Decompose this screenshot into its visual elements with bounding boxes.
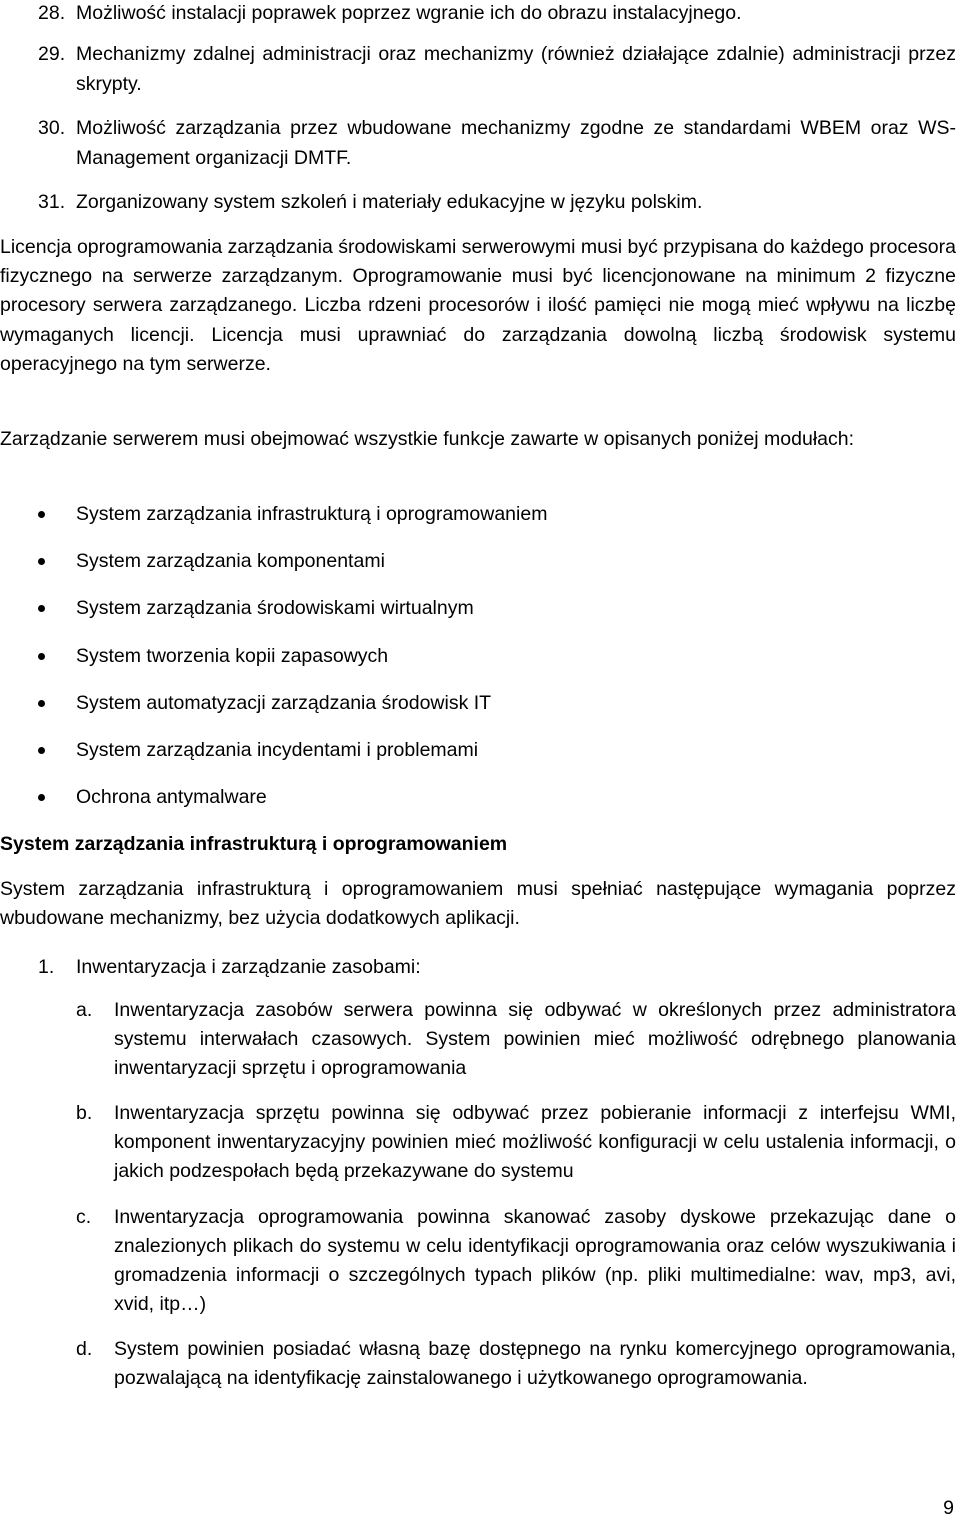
list-item-31	[38, 188, 956, 218]
bullet-icon	[38, 558, 45, 565]
list-item	[0, 783, 956, 830]
list-item-text: Możliwość instalacji poprawek poprzez wgranie ich do obrazu instalacyjnego.	[76, 2, 742, 24]
ordered-item-text: Inwentaryzacja i zarządzanie zasobami:	[76, 956, 421, 978]
module-label: System tworzenia kopii zapasowych	[76, 644, 389, 667]
sub-item-c	[76, 1203, 956, 1319]
page-number: 9	[943, 1497, 954, 1519]
list-item-number: 30.	[38, 117, 66, 139]
bullet-icon	[38, 605, 45, 612]
sub-item-text: System powinien posiadać własną bazę dostępnego na rynku komercyjnego oprogramowania, pozwalającą na identyfikację zainstalowanego i użytkowanego oprogramowania.	[114, 1338, 956, 1389]
list-item	[0, 594, 956, 641]
bullet-icon	[38, 700, 45, 707]
section-intro: System zarządzania infrastrukturą i oprogramowaniem musi spełniać następujące wymagania poprzez wbudowane mechanizmy, bez użycia dodatkowych aplikacji.	[0, 878, 956, 930]
list-item-text: Mechanizmy zdalnej administracji oraz mechanizmy (również działające zdalnie) administracji przez skrypty.	[76, 43, 956, 95]
list-item-30	[38, 114, 956, 173]
module-label: System zarządzania komponentami	[76, 550, 385, 573]
module-label: System zarządzania środowiskami wirtualnym	[76, 597, 474, 620]
list-item-text: Możliwość zarządzania przez wbudowane mechanizmy zgodne ze standardami WBEM oraz WS-Management organizacji DMTF.	[76, 117, 956, 169]
sub-item-d	[76, 1335, 956, 1393]
licence-paragraph: Licencja oprogramowania zarządzania środowiskami serwerowymi musi być przypisana do każdego procesora fizycznego na serwerze zarządzanym. Oprogramowanie musi być licencjonowane na minimum 2 fizyczne procesory serwera zarządzanego. Liczba rdzeni procesorów i ilość pamięci nie mogą mieć wpływu na liczbę wymaganych licencji. Licencja musi uprawniać do zarządzania dowolną liczbą środowisk systemu operacyjnego na tym serwerze.	[0, 236, 956, 375]
list-item-number: 28.	[38, 2, 66, 24]
sub-item-b	[76, 1099, 956, 1186]
section-heading: System zarządzania infrastrukturą i oprogramowaniem	[0, 833, 508, 855]
sub-item-text: Inwentaryzacja zasobów serwera powinna się odbywać w określonych przez administratora systemu interwałach czasowych. System powinien mieć możliwość odrębnego planowania inwentaryzacji sprzętu i oprogramowania	[114, 999, 956, 1079]
bullet-icon	[38, 653, 45, 660]
module-label: System zarządzania incydentami i problemami	[76, 738, 479, 761]
list-item	[0, 736, 956, 783]
list-item	[0, 689, 956, 736]
list-item-29	[38, 40, 956, 99]
module-label: System zarządzania infrastrukturą i oprogramowaniem	[76, 503, 548, 525]
sub-item-letter: a.	[76, 999, 93, 1021]
sub-item-a	[76, 996, 956, 1083]
sub-item-letter: c.	[76, 1206, 92, 1228]
bullet-icon	[38, 511, 45, 518]
sub-item-letter: b.	[76, 1102, 93, 1124]
sub-item-letter: d.	[76, 1338, 93, 1360]
sub-item-text: Inwentaryzacja sprzętu powinna się odbywać przez pobieranie informacji z interfejsu WMI, komponent inwentaryzacyjny powinien mieć możliwość konfiguracji w celu ustalenia informacji, o jakich podzespołach będą przekazywane do systemu	[114, 1102, 956, 1182]
ordered-item-number: 1.	[38, 956, 55, 978]
list-item	[0, 642, 956, 689]
module-label: System automatyzacji zarządzania środowisk IT	[76, 691, 492, 714]
sub-item-text: Inwentaryzacja oprogramowania powinna skanować zasoby dyskowe przekazując dane o znalezionych plikach do systemu w celu identyfikacji oprogramowania oraz celów wyszukiwania i gromadzenia informacji o szczególnych typach plików (np. pliki multimedialne: wav, mp3, avi, xvid, itp…)	[114, 1206, 956, 1315]
list-item-text: Zorganizowany system szkoleń i materiały edukacyjne w języku polskim.	[76, 191, 703, 213]
module-label: Ochrona antymalware	[76, 786, 267, 809]
bullet-icon	[38, 747, 45, 754]
bullet-icon	[38, 794, 45, 801]
modules-intro: Zarządzanie serwerem musi obejmować wszystkie funkcje zawarte w opisanych poniżej modułach:	[0, 428, 855, 450]
list-item-28	[38, 0, 956, 29]
list-item-number: 29.	[38, 43, 66, 65]
list-item	[0, 547, 956, 594]
list-item-number: 31.	[38, 191, 66, 213]
modules-list	[0, 500, 956, 830]
list-item	[0, 500, 956, 547]
